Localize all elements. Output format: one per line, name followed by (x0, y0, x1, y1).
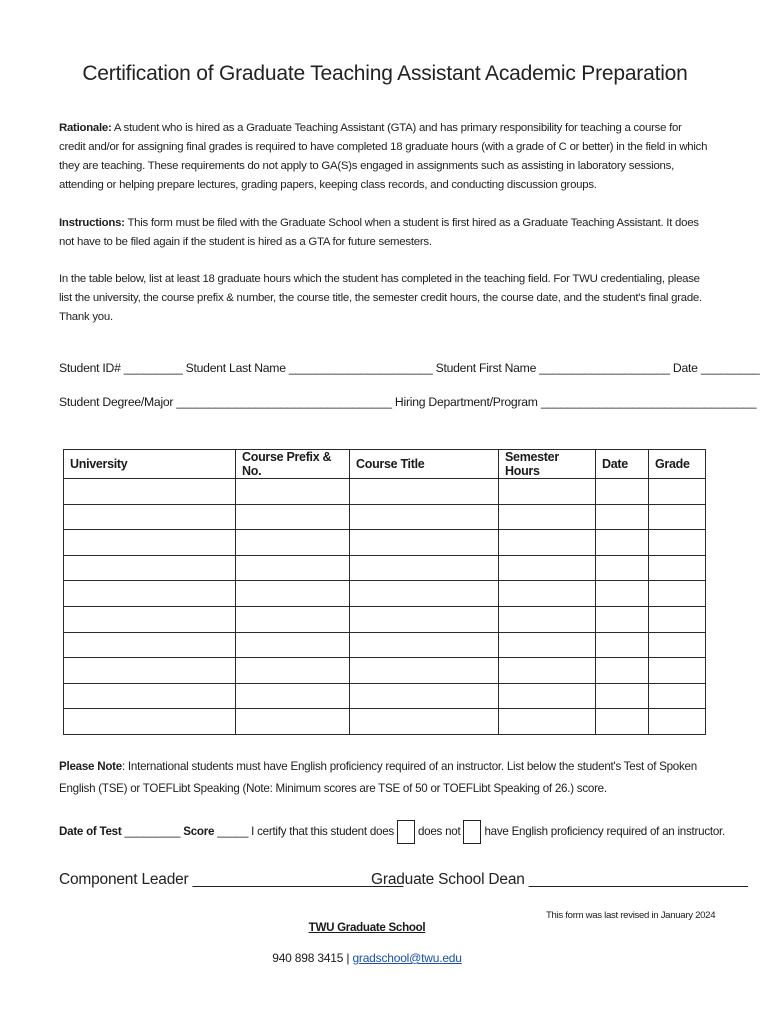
table-cell[interactable] (236, 530, 350, 556)
table-cell[interactable] (596, 709, 649, 735)
english-proficiency-text: have English proficiency required of an instructor. (484, 825, 725, 839)
table-cell[interactable] (499, 530, 596, 556)
table-row (64, 658, 706, 684)
table-cell[interactable] (350, 632, 499, 658)
rationale-paragraph (59, 119, 709, 195)
instructions-text: This form must be filed with the Graduate School when a student is first hired as a Graduate Teaching Assistant. It does not have to be filed again if the student is hired as a GTA for future semesters. (59, 217, 699, 248)
table-cell[interactable] (649, 504, 706, 530)
table-cell[interactable] (350, 530, 499, 556)
table-cell[interactable] (64, 658, 236, 684)
date-of-test-field[interactable]: _________ (121, 825, 184, 839)
header-date: Date (596, 450, 649, 479)
table-cell[interactable] (596, 606, 649, 632)
instructions-label: Instructions: (59, 217, 125, 229)
table-cell[interactable] (236, 581, 350, 607)
table-row (64, 709, 706, 735)
table-cell[interactable] (236, 555, 350, 581)
table-cell[interactable] (649, 658, 706, 684)
footer-org-name: TWU Graduate School (308, 921, 426, 934)
test-score-line (59, 820, 725, 844)
table-cell[interactable] (236, 709, 350, 735)
table-cell[interactable] (499, 658, 596, 684)
table-cell[interactable] (596, 530, 649, 556)
table-cell[interactable] (649, 581, 706, 607)
table-cell[interactable] (596, 658, 649, 684)
footer-email-link[interactable]: gradschool@twu.edu (352, 951, 462, 965)
table-cell[interactable] (236, 683, 350, 709)
table-cell[interactable] (236, 632, 350, 658)
table-cell[interactable] (499, 555, 596, 581)
does-not-checkbox[interactable] (463, 820, 481, 844)
table-cell[interactable] (236, 479, 350, 505)
does-not-text: does not (417, 825, 461, 839)
table-header-row (64, 450, 706, 479)
graduate-school-dean-signature-field[interactable]: Graduate School Dean __________________________ (371, 871, 748, 888)
table-cell[interactable] (649, 683, 706, 709)
table-row (64, 530, 706, 556)
table-cell[interactable] (236, 658, 350, 684)
table-cell[interactable] (350, 581, 499, 607)
table-cell[interactable] (350, 479, 499, 505)
rationale-label: Rationale: (59, 122, 112, 134)
table-cell[interactable] (236, 606, 350, 632)
table-cell[interactable] (649, 709, 706, 735)
footer-separator: | (343, 951, 353, 965)
component-leader-signature-field[interactable]: Component Leader _________________________ (59, 871, 404, 888)
header-university: University (64, 450, 236, 479)
rationale-text: A student who is hired as a Graduate Teaching Assistant (GTA) and has primary responsibility for teaching a course for credit and/or for assigning final grades is required to have completed 18 graduate hours (with a grade of C or better) in the field in which they are teaching. These requirements do not apply to GA(S)s engaged in assignments such as assisting in laboratory sessions, attending or helping prepare lectures, grading papers, keeping class records, and conducting discussion groups. (59, 122, 708, 191)
degree-department-fields[interactable]: Student Degree/Major _________________________________ Hiring Department/Program _________________________________ (59, 395, 757, 409)
table-cell[interactable] (64, 530, 236, 556)
instructions-paragraph (59, 214, 709, 252)
table-cell[interactable] (596, 504, 649, 530)
table-cell[interactable] (64, 581, 236, 607)
table-cell[interactable] (64, 709, 236, 735)
table-row (64, 504, 706, 530)
table-cell[interactable] (499, 479, 596, 505)
student-id-name-fields[interactable]: Student ID# _________ Student Last Name ______________________ Student First Name ____________________ Date _________ (59, 361, 760, 375)
table-cell[interactable] (499, 683, 596, 709)
please-note-paragraph (59, 756, 709, 800)
header-grade: Grade (649, 450, 706, 479)
date-of-test-label: Date of Test (59, 825, 122, 839)
table-cell[interactable] (649, 479, 706, 505)
header-course-title: Course Title (350, 450, 499, 479)
table-row (64, 555, 706, 581)
table-row (64, 606, 706, 632)
table-cell[interactable] (236, 504, 350, 530)
table-cell[interactable] (649, 555, 706, 581)
table-cell[interactable] (649, 606, 706, 632)
table-cell[interactable] (499, 504, 596, 530)
table-cell[interactable] (596, 581, 649, 607)
table-cell[interactable] (649, 632, 706, 658)
table-row (64, 683, 706, 709)
table-cell[interactable] (350, 555, 499, 581)
revision-note: This form was last revised in January 2024 (546, 910, 716, 921)
table-cell[interactable] (350, 504, 499, 530)
table-cell[interactable] (350, 709, 499, 735)
does-checkbox[interactable] (397, 820, 415, 844)
table-cell[interactable] (350, 606, 499, 632)
certify-text: I certify that this student does (251, 825, 394, 839)
table-cell[interactable] (499, 632, 596, 658)
table-cell[interactable] (596, 632, 649, 658)
score-label: Score (183, 825, 215, 839)
table-cell[interactable] (350, 658, 499, 684)
table-cell[interactable] (499, 581, 596, 607)
table-cell[interactable] (350, 683, 499, 709)
table-cell[interactable] (596, 683, 649, 709)
footer-contact (0, 951, 734, 965)
table-cell[interactable] (64, 632, 236, 658)
table-row (64, 632, 706, 658)
table-cell[interactable] (596, 479, 649, 505)
table-cell[interactable] (64, 479, 236, 505)
page-title: Certification of Graduate Teaching Assistant Academic Preparation (82, 62, 688, 85)
table-cell[interactable] (64, 606, 236, 632)
table-cell[interactable] (64, 555, 236, 581)
table-cell[interactable] (596, 555, 649, 581)
header-semester-hours: Semester Hours (499, 450, 596, 479)
table-cell[interactable] (499, 606, 596, 632)
please-note-label: Please Note (59, 760, 122, 773)
score-field[interactable]: _____ (214, 825, 252, 839)
coursework-table (63, 449, 706, 735)
table-row (64, 479, 706, 505)
table-cell[interactable] (499, 709, 596, 735)
table-row (64, 581, 706, 607)
header-course-prefix: Course Prefix & No. (236, 450, 350, 479)
footer-phone: 940 898 3415 (272, 951, 344, 965)
table-cell[interactable] (64, 683, 236, 709)
please-note-text: : International students must have English proficiency required of an instructor. List below the student's Test of Spoken English (TSE) or TOEFLibt Speaking (Note: Minimum scores are TSE of 50 or TOEFLibt Speaking of 26.) score. (59, 760, 697, 795)
table-cell[interactable] (64, 504, 236, 530)
table-intro-paragraph: In the table below, list at least 18 graduate hours which the student has completed in the teaching field. For TWU credentialing, please list the university, the course prefix & number, the course title, the semester credit hours, the course date, and the student's final grade. Thank you. (59, 273, 702, 323)
table-cell[interactable] (649, 530, 706, 556)
